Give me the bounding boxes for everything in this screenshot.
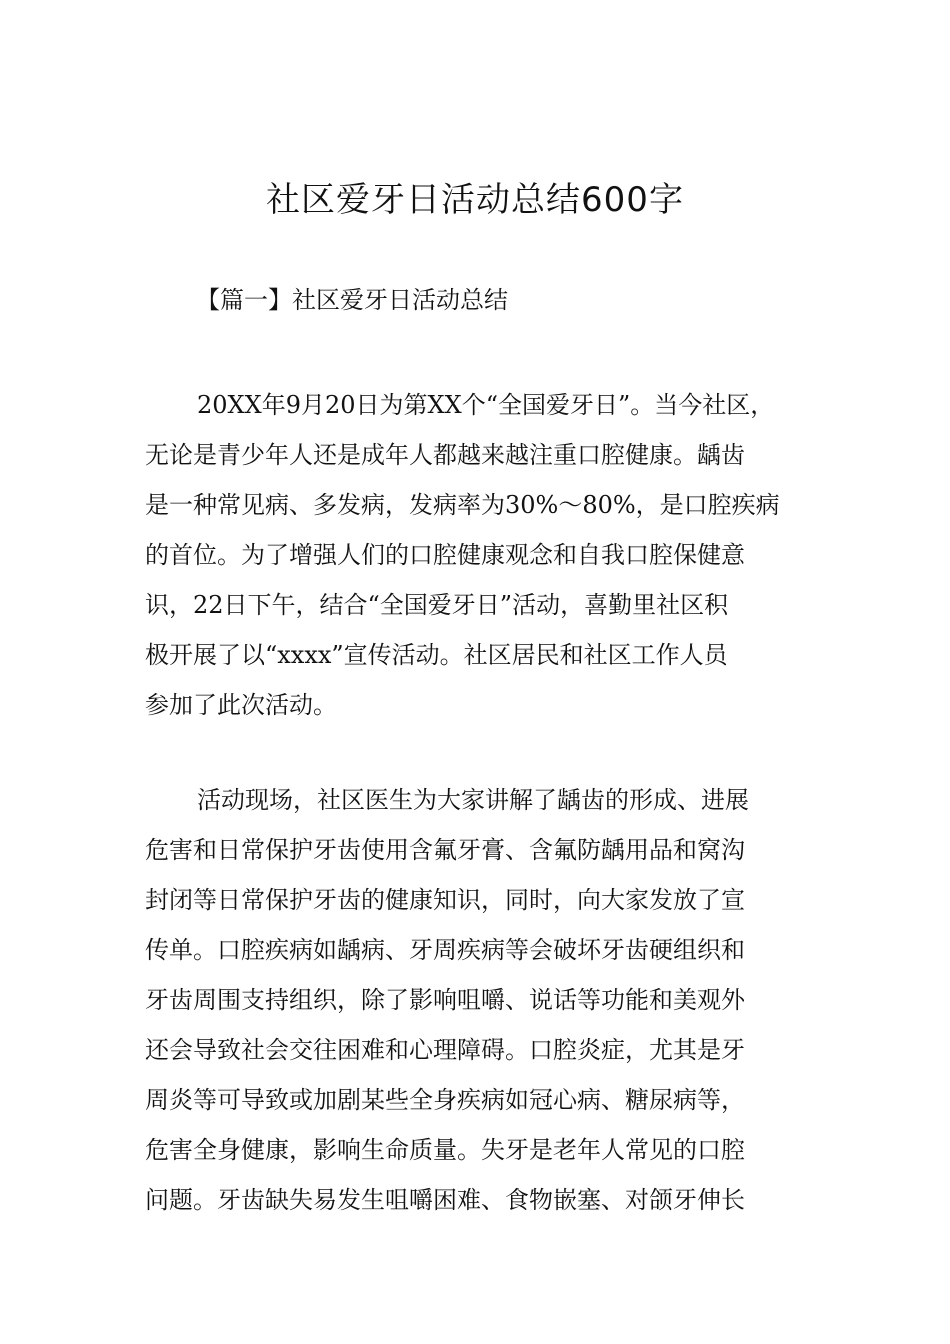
paragraph-line: 无论是青少年人还是成年人都越来越注重口腔健康。龋齿 [145, 441, 745, 469]
paragraph-1 [145, 380, 815, 730]
paragraph-line: 参加了此次活动。 [145, 691, 337, 719]
paragraph-line: 封闭等日常保护牙齿的健康知识，同时，向大家发放了宣 [145, 886, 745, 914]
paragraph-line: 识，22日下午，结合“全国爱牙日”活动，喜勤里社区积 [145, 591, 729, 619]
paragraph-line: 危害全身健康，影响生命质量。失牙是老年人常见的口腔 [145, 1136, 745, 1164]
paragraph-line: 极开展了以“xxxx”宣传活动。社区居民和社区工作人员 [145, 641, 728, 669]
paragraph-line: 的首位。为了增强人们的口腔健康观念和自我口腔保健意 [145, 541, 745, 569]
paragraph-line: 是一种常见病、多发病，发病率为30%～80%，是口腔疾病 [145, 491, 780, 519]
paragraph-line: 问题。牙齿缺失易发生咀嚼困难、食物嵌塞、对颌牙伸长 [145, 1186, 745, 1214]
paragraph-2 [145, 775, 815, 1225]
section-heading: 【篇一】社区爱牙日活动总结 [196, 286, 508, 314]
document-title: 社区爱牙日活动总结600字 [266, 180, 684, 220]
paragraph-line: 活动现场，社区医生为大家讲解了龋齿的形成、进展 [197, 786, 749, 814]
paragraph-line: 周炎等可导致或加剧某些全身疾病如冠心病、糖尿病等， [145, 1086, 745, 1114]
paragraph-line: 牙齿周围支持组织，除了影响咀嚼、说话等功能和美观外 [145, 986, 745, 1014]
paragraph-line: 危害和日常保护牙齿使用含氟牙膏、含氟防龋用品和窝沟 [145, 836, 745, 864]
paragraph-line: 20XX年9月20日为第XX个“全国爱牙日”。当今社区， [197, 391, 775, 419]
paragraph-line: 传单。口腔疾病如龋病、牙周疾病等会破坏牙齿硬组织和 [145, 936, 745, 964]
paragraph-line: 还会导致社会交往困难和心理障碍。口腔炎症，尤其是牙 [145, 1036, 745, 1064]
